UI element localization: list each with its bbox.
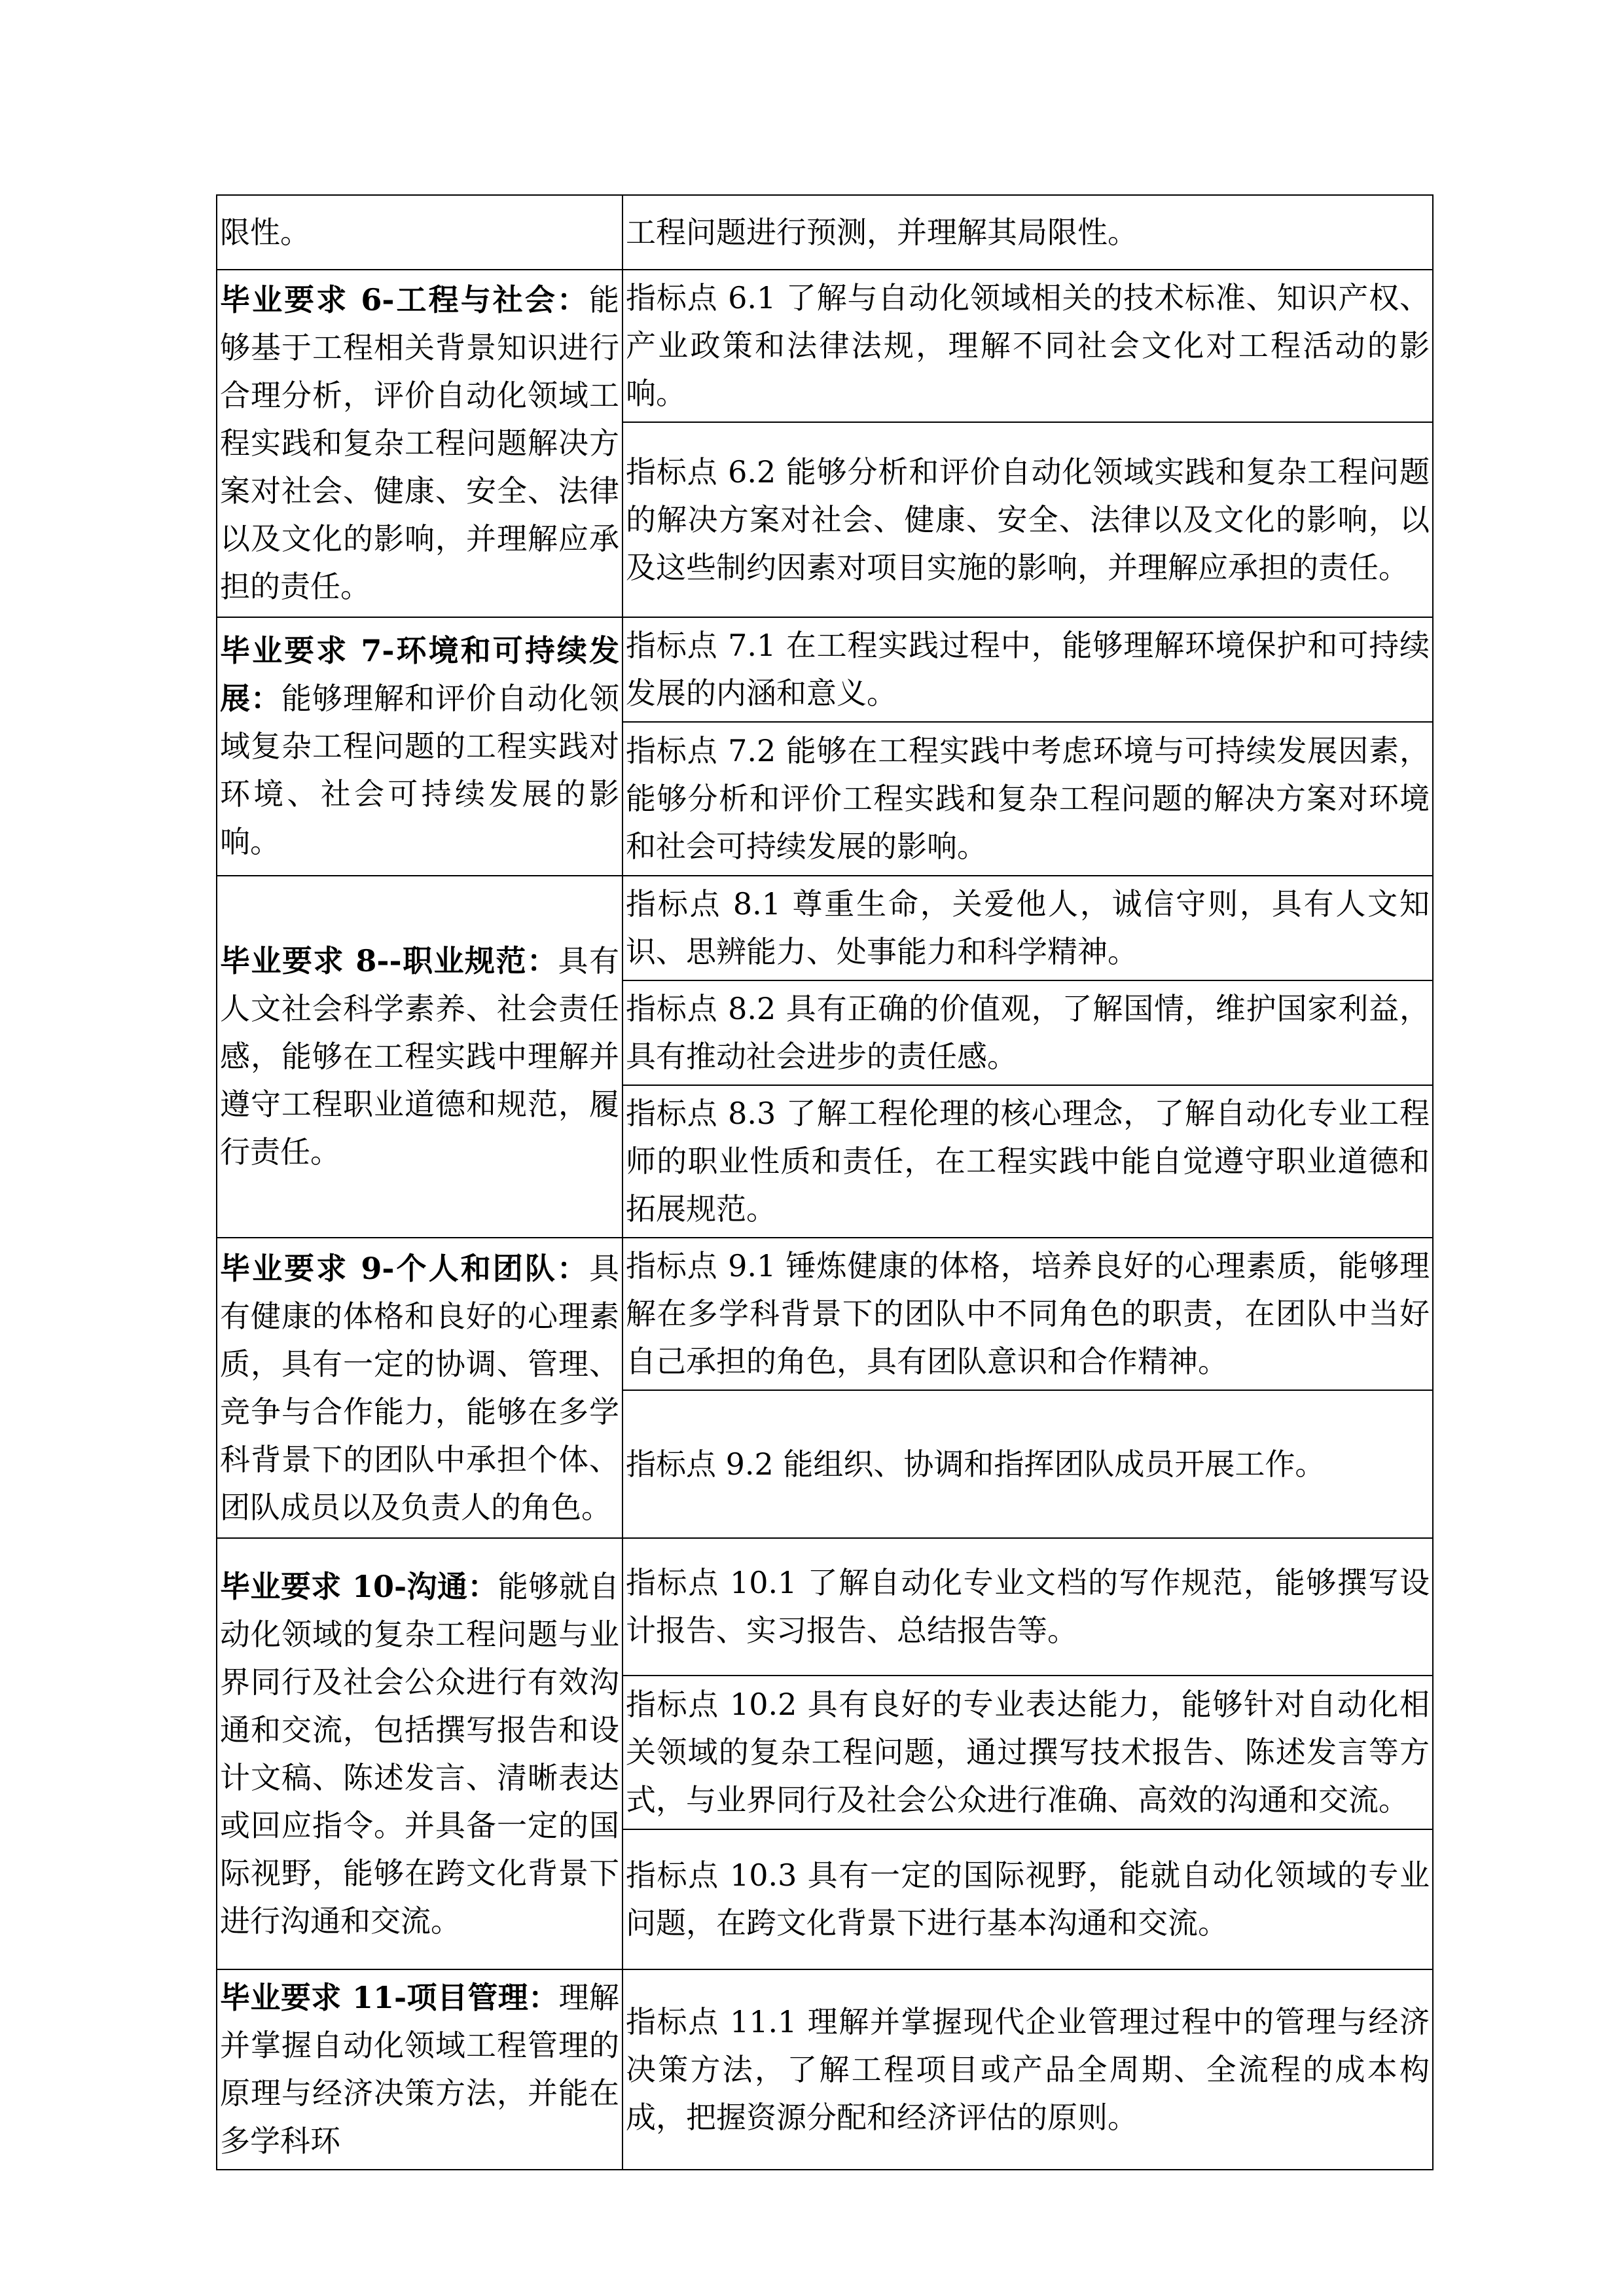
- requirement-cell: [217, 1969, 623, 2170]
- indicator-cell: 指标点 11.1 理解并掌握现代企业管理过程中的管理与经济决策方法，了解工程项目或产品全周期、全流程的成本构成，把握资源分配和经济评估的原则。: [623, 1969, 1433, 2170]
- indicator-cell: 工程问题进行预测，并理解其局限性。: [623, 195, 1433, 270]
- table-row: [217, 195, 1433, 270]
- requirement-text: 限性。: [220, 214, 310, 250]
- indicator-cell: 指标点 10.1 了解自动化专业文档的写作规范，能够撰写设计报告、实习报告、总结报告等。: [623, 1538, 1433, 1676]
- requirement-title: 毕业要求 11-项目管理：: [220, 1980, 559, 2015]
- indicator-cell: 指标点 8.1 尊重生命，关爱他人，诚信守则，具有人文知识、思辨能力、处事能力和科学精神。: [623, 876, 1433, 980]
- indicator-cell: 指标点 8.2 具有正确的价值观，了解国情，维护国家利益，具有推动社会进步的责任感。: [623, 980, 1433, 1085]
- requirement-cell: [217, 1538, 623, 1969]
- indicator-cell: 指标点 6.1 了解与自动化领域相关的技术标准、知识产权、产业政策和法律法规，理解不同社会文化对工程活动的影响。: [623, 270, 1433, 422]
- requirement-cell: [217, 195, 623, 270]
- indicator-cell: 指标点 10.2 具有良好的专业表达能力，能够针对自动化相关领域的复杂工程问题，通过撰写技术报告、陈述发言等方式，与业界同行及社会公众进行准确、高效的沟通和交流。: [623, 1676, 1433, 1829]
- requirement-cell: [217, 270, 623, 617]
- requirement-title: 毕业要求 10-沟通：: [220, 1568, 498, 1604]
- indicator-cell: 指标点 7.2 能够在工程实践中考虑环境与可持续发展因素，能够分析和评价工程实践和复杂工程问题的解决方案对环境和社会可持续发展的影响。: [623, 722, 1433, 876]
- requirement-cell: [217, 876, 623, 1238]
- requirement-text: 能够理解和评价自动化领域复杂工程问题的工程实践对环境、社会可持续发展的影响。: [220, 681, 619, 859]
- requirement-text: 理解并掌握自动化领域工程管理的原理与经济决策方法，并能在多学科环: [220, 1980, 619, 2159]
- requirement-title: 毕业要求 7-环境和可持续发展：: [220, 633, 619, 716]
- requirement-cell: [217, 1238, 623, 1538]
- table-row: [217, 876, 1433, 980]
- requirement-text: 具有人文社会科学素养、社会责任感，能够在工程实践中理解并遵守工程职业道德和规范，履行责任。: [220, 943, 619, 1170]
- indicator-cell: 指标点 8.3 了解工程伦理的核心理念，了解自动化专业工程师的职业性质和责任，在工程实践中能自觉遵守职业道德和拓展规范。: [623, 1085, 1433, 1238]
- requirement-title: 毕业要求 8--职业规范：: [220, 943, 558, 978]
- table-row: [217, 1538, 1433, 1676]
- graduation-requirements-table: [216, 194, 1434, 2170]
- table-row: [217, 1238, 1433, 1390]
- indicator-cell: 指标点 7.1 在工程实践过程中，能够理解环境保护和可持续发展的内涵和意义。: [623, 617, 1433, 722]
- indicator-cell: 指标点 10.3 具有一定的国际视野，能就自动化领域的专业问题，在跨文化背景下进行基本沟通和交流。: [623, 1829, 1433, 1969]
- indicator-cell: 指标点 6.2 能够分析和评价自动化领域实践和复杂工程问题的解决方案对社会、健康、安全、法律以及文化的影响，以及这些制约因素对项目实施的影响，并理解应承担的责任。: [623, 422, 1433, 617]
- table-row: [217, 270, 1433, 422]
- requirement-text: 具有健康的体格和良好的心理素质，具有一定的协调、管理、竞争与合作能力，能够在多学科背景下的团队中承担个体、团队成员以及负责人的角色。: [220, 1250, 619, 1525]
- requirement-text: 能够基于工程相关背景知识进行合理分析，评价自动化领域工程实践和复杂工程问题解决方案对社会、健康、安全、法律以及文化的影响，并理解应承担的责任。: [220, 282, 619, 604]
- table-row: [217, 1969, 1433, 2170]
- requirement-title: 毕业要求 6-工程与社会：: [220, 282, 589, 317]
- requirement-title: 毕业要求 9-个人和团队：: [220, 1250, 589, 1286]
- indicator-cell: 指标点 9.2 能组织、协调和指挥团队成员开展工作。: [623, 1390, 1433, 1538]
- indicator-cell: 指标点 9.1 锤炼健康的体格，培养良好的心理素质，能够理解在多学科背景下的团队中不同角色的职责，在团队中当好自己承担的角色，具有团队意识和合作精神。: [623, 1238, 1433, 1390]
- table-row: [217, 617, 1433, 722]
- requirement-text: 能够就自动化领域的复杂工程问题与业界同行及社会公众进行有效沟通和交流，包括撰写报告和设计文稿、陈述发言、清晰表达或回应指令。并具备一定的国际视野，能够在跨文化背景下进行沟通和交流。: [220, 1568, 619, 1939]
- requirement-cell: [217, 617, 623, 876]
